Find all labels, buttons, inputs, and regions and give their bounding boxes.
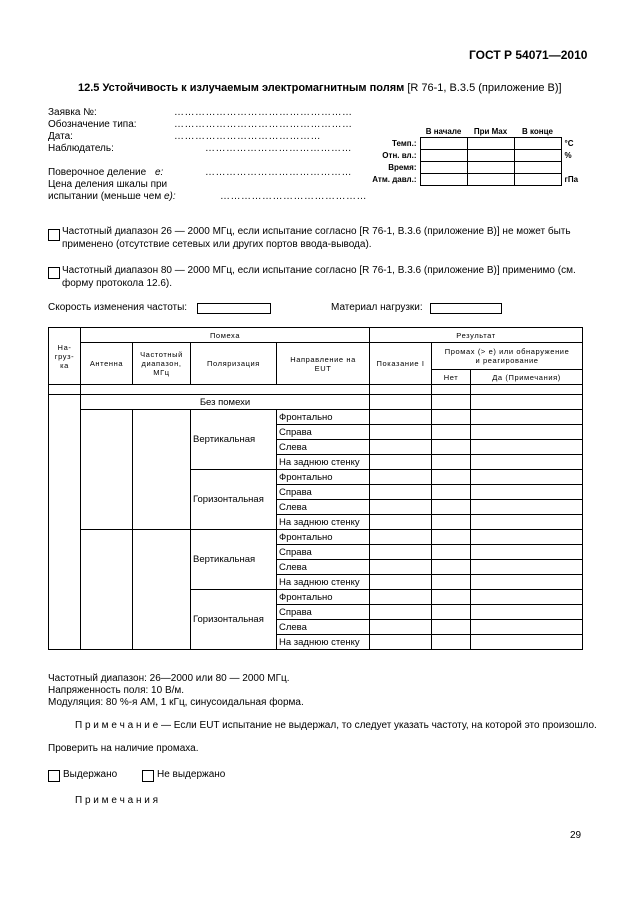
direction-back: На заднюю стенку bbox=[277, 635, 370, 650]
polarization-horizontal: Горизонтальная bbox=[191, 590, 277, 650]
spacer-cell bbox=[432, 385, 471, 395]
no-cell[interactable] bbox=[432, 515, 471, 530]
direction-front: Фронтально bbox=[277, 530, 370, 545]
yes-cell[interactable] bbox=[471, 455, 583, 470]
yes-cell[interactable] bbox=[471, 410, 583, 425]
failed-checkbox[interactable] bbox=[142, 770, 154, 782]
scale-division-label-2 bbox=[48, 191, 176, 202]
direction-right: Справа bbox=[277, 545, 370, 560]
observer-label: Наблюдатель: bbox=[48, 143, 114, 154]
freq-range-note: Частотный диапазон: 26—2000 или 80 — 2000 МГц. bbox=[48, 673, 290, 684]
no-cell[interactable] bbox=[432, 530, 471, 545]
reading-cell[interactable] bbox=[370, 455, 432, 470]
reading-cell[interactable] bbox=[370, 605, 432, 620]
conditions-row bbox=[364, 162, 578, 174]
scale-division-field[interactable]: …………………………………… bbox=[220, 191, 367, 202]
direction-left: Слева bbox=[277, 440, 370, 455]
header-frequency: Частотный диапазон, МГц bbox=[133, 343, 191, 385]
direction-back: На заднюю стенку bbox=[277, 455, 370, 470]
frequency-cell[interactable] bbox=[133, 410, 191, 530]
no-cell[interactable] bbox=[432, 560, 471, 575]
polarization-vertical: Вертикальная bbox=[191, 410, 277, 470]
reading-cell[interactable] bbox=[370, 440, 432, 455]
reading-cell[interactable] bbox=[370, 620, 432, 635]
frequency-cell[interactable] bbox=[133, 530, 191, 650]
polarization-vertical: Вертикальная bbox=[191, 530, 277, 590]
humidity-start-cell[interactable] bbox=[420, 150, 467, 162]
conditions-row bbox=[364, 174, 578, 186]
section-name: Устойчивость к излучаемым электромагнитным полям bbox=[102, 82, 405, 94]
direction-front: Фронтально bbox=[277, 410, 370, 425]
reading-cell[interactable] bbox=[370, 635, 432, 650]
temp-max-cell[interactable] bbox=[467, 138, 514, 150]
yes-cell[interactable] bbox=[471, 500, 583, 515]
humidity-label: Отн. вл.: bbox=[382, 151, 417, 160]
header-result: Результат bbox=[370, 328, 583, 343]
pressure-max-cell[interactable] bbox=[467, 174, 514, 186]
humidity-unit: % bbox=[564, 151, 572, 160]
time-unit bbox=[561, 162, 578, 174]
no-cell[interactable] bbox=[432, 455, 471, 470]
section-reference: [R 76-1, В.3.5 (приложение В)] bbox=[407, 82, 562, 94]
temp-start-cell[interactable] bbox=[420, 138, 467, 150]
modulation-note: Модуляция: 80 %-я АМ, 1 кГц, синусоидальная форма. bbox=[48, 697, 304, 708]
verification-division-text: Поверочное деление bbox=[48, 167, 147, 178]
section-number: 12.5 bbox=[78, 82, 100, 94]
remarks-heading: П р и м е ч а н и я bbox=[75, 795, 159, 806]
header-no: Нет bbox=[432, 370, 471, 385]
reading-cell[interactable] bbox=[370, 560, 432, 575]
reading-cell[interactable] bbox=[370, 545, 432, 560]
header-interference: Помеха bbox=[81, 328, 370, 343]
note-label: П р и м е ч а н и е bbox=[75, 720, 159, 731]
direction-left: Слева bbox=[277, 620, 370, 635]
antenna-cell[interactable] bbox=[81, 530, 133, 650]
temp-end-cell[interactable] bbox=[514, 138, 561, 150]
header-yes: Да (Примечания) bbox=[471, 370, 583, 385]
yes-cell[interactable] bbox=[471, 635, 583, 650]
no-cell[interactable] bbox=[432, 470, 471, 485]
yes-cell[interactable] bbox=[471, 575, 583, 590]
direction-front: Фронтально bbox=[277, 470, 370, 485]
time-end-cell[interactable] bbox=[514, 162, 561, 174]
direction-right: Справа bbox=[277, 605, 370, 620]
header-direction: Направление на EUT bbox=[277, 343, 370, 385]
yes-cell[interactable] bbox=[471, 470, 583, 485]
verification-symbol: е: bbox=[154, 167, 164, 178]
section-title bbox=[78, 82, 562, 94]
observer-field[interactable]: …………………………………… bbox=[205, 143, 352, 154]
no-cell[interactable] bbox=[432, 605, 471, 620]
no-cell[interactable] bbox=[432, 620, 471, 635]
conditions-row bbox=[364, 150, 578, 162]
option-80-2000-text-2: форму протокола 12.6). bbox=[62, 278, 173, 289]
reading-cell[interactable] bbox=[370, 590, 432, 605]
header-load: На- груз- ка bbox=[49, 328, 81, 385]
polarization-horizontal: Горизонтальная bbox=[191, 470, 277, 530]
standard-header: ГОСТ Р 54071—2010 bbox=[469, 48, 588, 62]
scale-division-text: испытании (меньше чем bbox=[48, 191, 162, 202]
reading-cell[interactable] bbox=[370, 515, 432, 530]
scale-division-label-1: Цена деления шкалы при bbox=[48, 179, 168, 190]
reading-cell[interactable] bbox=[370, 575, 432, 590]
type-designation-label: Обозначение типа: bbox=[48, 119, 137, 130]
no-cell[interactable] bbox=[432, 590, 471, 605]
yes-cell[interactable] bbox=[471, 590, 583, 605]
reading-cell[interactable] bbox=[370, 485, 432, 500]
direction-right: Справа bbox=[277, 425, 370, 440]
option-26-2000-checkbox[interactable] bbox=[48, 229, 60, 241]
table-row bbox=[49, 530, 583, 545]
time-start-cell[interactable] bbox=[420, 162, 467, 174]
reading-cell[interactable] bbox=[370, 470, 432, 485]
no-interference-label: Без помехи bbox=[81, 395, 370, 410]
no-cell[interactable] bbox=[432, 440, 471, 455]
note-line bbox=[75, 720, 597, 731]
spacer-cell bbox=[49, 385, 81, 395]
spacer-cell bbox=[471, 385, 583, 395]
application-label: Заявка №: bbox=[48, 107, 97, 118]
no-cell[interactable] bbox=[432, 575, 471, 590]
header-polarization: Поляризация bbox=[191, 343, 277, 385]
yes-cell[interactable] bbox=[471, 440, 583, 455]
passed-checkbox[interactable] bbox=[48, 770, 60, 782]
check-error-text: Проверить на наличие промаха. bbox=[48, 743, 199, 754]
no-cell[interactable] bbox=[432, 425, 471, 440]
option-26-2000-text-1: Частотный диапазон 26 — 2000 МГц, если испытание согласно [R 76-1, В.3.6 (приложение В)] не может быть bbox=[62, 226, 571, 237]
table-row bbox=[49, 395, 583, 410]
load-material-field[interactable] bbox=[430, 303, 502, 314]
reading-cell[interactable] bbox=[370, 500, 432, 515]
reading-cell[interactable] bbox=[370, 410, 432, 425]
rate-field[interactable] bbox=[197, 303, 271, 314]
load-material-label: Материал нагрузки: bbox=[331, 302, 423, 313]
scale-division-symbol: е): bbox=[163, 191, 176, 202]
no-cell[interactable] bbox=[432, 485, 471, 500]
passed-label: Выдержано bbox=[63, 769, 118, 780]
conditions-row bbox=[364, 138, 578, 150]
application-field[interactable]: …………………………………………… bbox=[174, 107, 353, 118]
pressure-end-cell[interactable] bbox=[514, 174, 561, 186]
pressure-label: Атм. давл.: bbox=[372, 175, 417, 184]
option-80-2000-text-1: Частотный диапазон 80 — 2000 МГц, если испытание согласно [R 76-1, В.3.6 (приложение В)] применимо (см. bbox=[62, 265, 576, 276]
failed-label: Не выдержано bbox=[157, 769, 226, 780]
no-cell[interactable] bbox=[432, 500, 471, 515]
direction-left: Слева bbox=[277, 500, 370, 515]
table-row bbox=[49, 410, 583, 425]
date-label: Дата: bbox=[48, 131, 73, 142]
verification-division-label bbox=[48, 167, 163, 178]
pressure-unit: гПа bbox=[564, 175, 579, 184]
time-max-cell[interactable] bbox=[467, 162, 514, 174]
direction-back: На заднюю стенку bbox=[277, 515, 370, 530]
antenna-cell[interactable] bbox=[81, 410, 133, 530]
no-cell[interactable] bbox=[432, 410, 471, 425]
yes-cell[interactable] bbox=[471, 395, 583, 410]
verification-division-field[interactable]: …………………………………… bbox=[205, 167, 352, 178]
spacer-cell bbox=[370, 385, 432, 395]
reading-cell[interactable] bbox=[370, 425, 432, 440]
time-label: Время: bbox=[388, 163, 417, 172]
conditions-unit-col bbox=[561, 126, 578, 138]
yes-cell[interactable] bbox=[471, 620, 583, 635]
page-number: 29 bbox=[570, 830, 582, 841]
humidity-end-cell[interactable] bbox=[514, 150, 561, 162]
yes-cell[interactable] bbox=[471, 545, 583, 560]
yes-cell[interactable] bbox=[471, 605, 583, 620]
conditions-col-end: В конце bbox=[522, 127, 553, 136]
type-designation-field[interactable]: …………………………………………… bbox=[174, 119, 353, 130]
header-error: Промах (> е) или обнаружение и реагирование bbox=[432, 343, 583, 370]
temp-unit: °С bbox=[564, 139, 574, 148]
yes-cell[interactable] bbox=[471, 425, 583, 440]
reading-cell[interactable] bbox=[370, 530, 432, 545]
direction-right: Справа bbox=[277, 485, 370, 500]
spacer-cell bbox=[81, 385, 370, 395]
note-text: — Если EUT испытание не выдержал, то следует указать частоту, на которой это произошло. bbox=[158, 720, 597, 731]
option-80-2000-checkbox[interactable] bbox=[48, 267, 60, 279]
conditions-col-start: В начале bbox=[425, 127, 462, 136]
yes-cell[interactable] bbox=[471, 485, 583, 500]
no-cell[interactable] bbox=[432, 395, 471, 410]
conditions-table bbox=[364, 126, 578, 186]
yes-cell[interactable] bbox=[471, 560, 583, 575]
header-reading: Показание I bbox=[370, 343, 432, 385]
date-field[interactable]: …………………………………… bbox=[174, 131, 321, 142]
pressure-start-cell[interactable] bbox=[420, 174, 467, 186]
yes-cell[interactable] bbox=[471, 530, 583, 545]
no-cell[interactable] bbox=[432, 635, 471, 650]
yes-cell[interactable] bbox=[471, 515, 583, 530]
header-antenna: Антенна bbox=[81, 343, 133, 385]
option-26-2000-text-2: применено (отсутствие сетевых или других портов ввода-вывода). bbox=[62, 239, 372, 250]
conditions-col-max: При Max bbox=[473, 127, 508, 136]
direction-front: Фронтально bbox=[277, 590, 370, 605]
temp-label: Темп.: bbox=[392, 139, 417, 148]
reading-cell[interactable] bbox=[370, 395, 432, 410]
conditions-corner bbox=[364, 126, 420, 138]
direction-left: Слева bbox=[277, 560, 370, 575]
rate-label: Скорость изменения частоты: bbox=[48, 302, 188, 313]
results-table bbox=[48, 327, 583, 650]
humidity-max-cell[interactable] bbox=[467, 150, 514, 162]
direction-back: На заднюю стенку bbox=[277, 575, 370, 590]
load-cell[interactable] bbox=[49, 395, 81, 650]
field-strength-note: Напряженность поля: 10 В/м. bbox=[48, 685, 185, 696]
no-cell[interactable] bbox=[432, 545, 471, 560]
